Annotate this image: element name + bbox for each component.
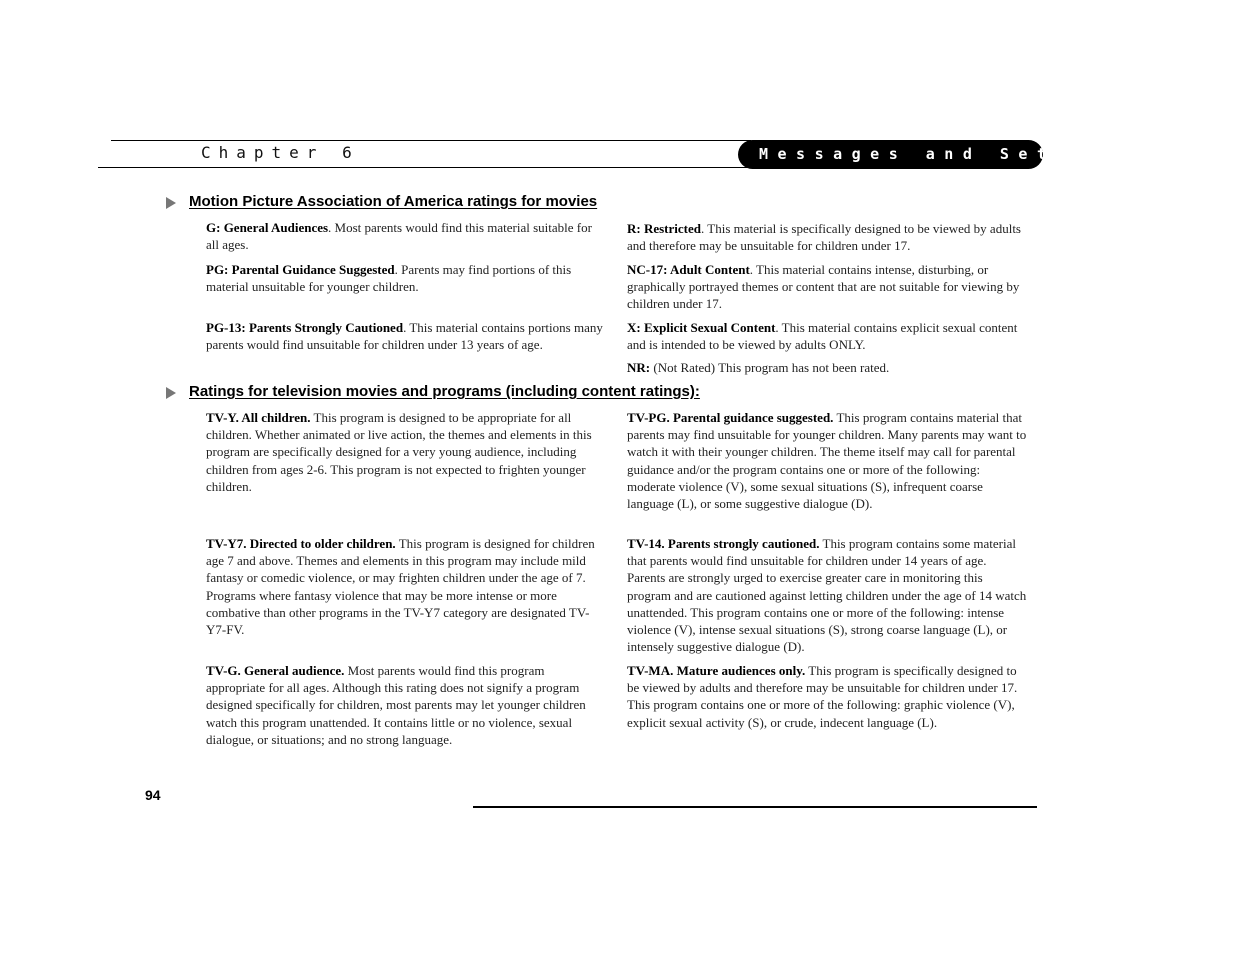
rating-r: R: Restricted. This material is specifically designed to be viewed by adults and therefore may be unsuitable for children under 17. (627, 221, 1021, 254)
page-number: 94 (145, 787, 161, 803)
header-bottom-rule (98, 167, 750, 168)
rating-nr: NR: (Not Rated) This program has not been rated. (627, 360, 890, 375)
rating-tvpg: TV-PG. Parental guidance suggested. This program contains material that parents may find unsuitable for younger children. Many parents may want to watch it with their younger children. The theme itself may call for parental guidance and/or the program contains one or more of the following: moderate violence (V), some sexual situations (S), infrequent coarse language (L), or some suggestive dialogue (D). (627, 410, 1027, 512)
rating-pg: PG: Parental Guidance Suggested. Parents may find portions of this material unsuitable for younger children. (206, 262, 572, 295)
mpaa-heading: Motion Picture Association of America ratings for movies (166, 193, 597, 210)
rating-tvg: TV-G. General audience. Most parents would find this program appropriate for all ages. Although this rating does not signify a program designed specifically for children, most parents may let younger children watch this program unattended. It contains little or no violence, sexual dialogue, or situations; and no strong language. (206, 663, 586, 747)
rating-nc17: NC-17: Adult Content. This material contains intense, disturbing, or graphically portrayed themes or content that are not suitable for viewing by children under 17. (627, 262, 1020, 312)
rating-tvy: TV-Y. All children. This program is designed to be appropriate for all children. Whether animated or live action, the themes and elements in this program are specifically designed for a very young audience, including children from ages 2-6. This program is not expected to frighten younger children. (206, 410, 592, 494)
section-title: Messages and Setup (759, 145, 1093, 163)
rating-tv14: TV-14. Parents strongly cautioned. This program contains some material that parents would find unsuitable for children under 14 years of age. Parents are strongly urged to exercise greater care in monitoring this program and are cautioned against letting children under the age of 14 watch unattended. This program contains one or more of the following: intense violence (V), intense sexual situations (S), strong coarse language (L), or intensely suggestive dialogue (D). (627, 536, 1027, 655)
section-title-pill (738, 140, 1093, 169)
rating-x: X: Explicit Sexual Content. This material contains explicit sexual content and is intended to be viewed by adults ONLY. (627, 320, 1018, 353)
chapter-label: Chapter 6 (201, 143, 360, 162)
rating-pg13: PG-13: Parents Strongly Cautioned. This material contains portions many parents would find unsuitable for children under 13 years of age. (206, 320, 603, 353)
rating-g: G: General Audiences. Most parents would find this material suitable for all ages. (206, 220, 592, 253)
triangle-bullet-icon (166, 387, 176, 399)
rating-tvma: TV-MA. Mature audiences only. This program is specifically designed to be viewed by adults and therefore may be unsuitable for children under 17. This program contains one or more of the following: graphic violence (V), explicit sexual activity (S), or crude, indecent language (L). (627, 663, 1018, 730)
header-top-rule (111, 140, 751, 141)
footer-rule (473, 806, 1037, 808)
rating-tvy7: TV-Y7. Directed to older children. This program is designed for children age 7 and above. Themes and elements in this program may include mild fantasy or comedic violence, or may frighten children under the age of 7. Programs where fantasy violence that may be more intense or more combative than other programs in the TV-Y7 category are designated TV-Y7-FV. (206, 536, 595, 638)
tv-heading: Ratings for television movies and programs (including content ratings): (166, 383, 700, 400)
triangle-bullet-icon (166, 197, 176, 209)
